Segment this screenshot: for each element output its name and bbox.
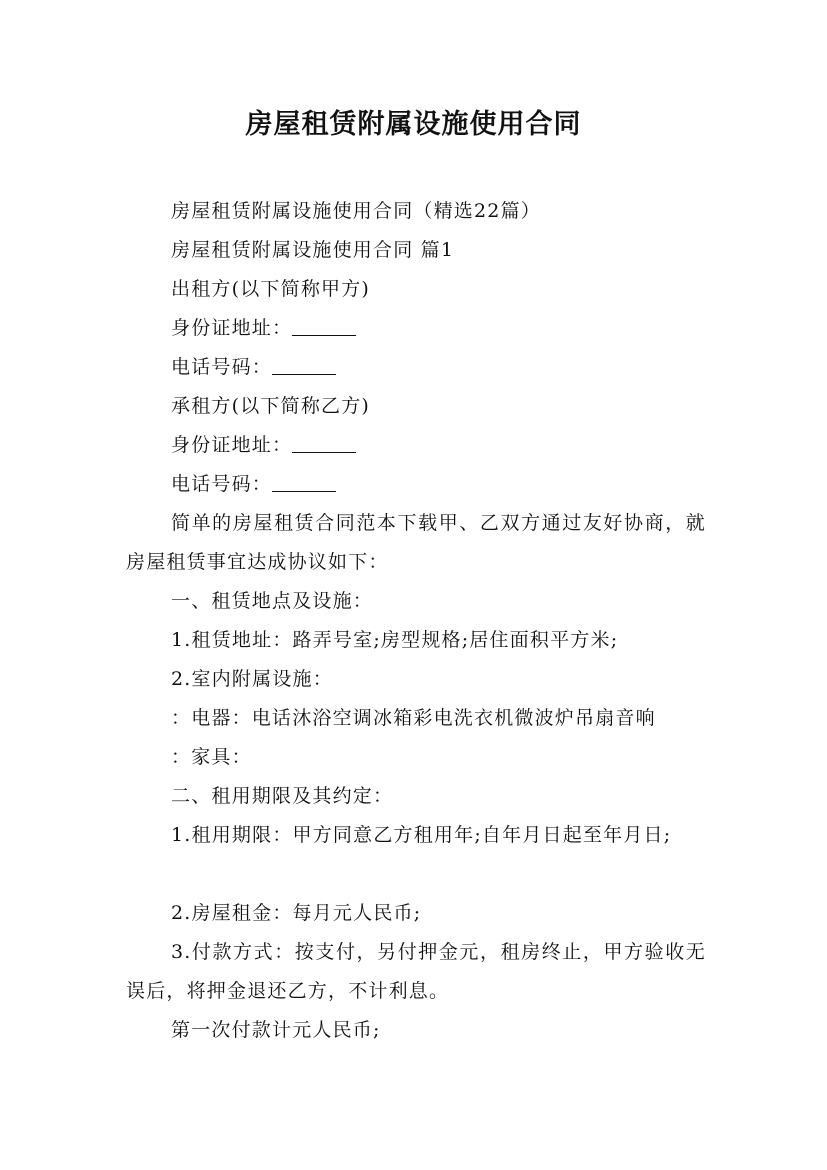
preamble-paragraph: 简单的房屋租赁合同范本下载甲、乙双方通过友好协商，就房屋租赁事宜达成协议如下： (126, 512, 706, 573)
furniture-line: ：家具： (171, 746, 252, 768)
lessee-id-blank (292, 432, 356, 453)
item-2-1: 1.租用期限：甲方同意乙方租用年;自年月日起至年月日; (171, 824, 672, 846)
lessee-phone-label: 电话号码： (171, 473, 273, 495)
lessor-id-blank (292, 315, 356, 336)
lessor-id-field (171, 315, 356, 341)
lessor-phone-blank (272, 354, 336, 375)
lessee-id-label: 身份证地址： (171, 434, 293, 456)
lessor-phone-label: 电话号码： (171, 356, 273, 378)
item-1-1: 1.租赁地址：路弄号室;房型规格;居住面积平方米; (171, 629, 619, 651)
lessee-phone-blank (272, 471, 336, 492)
lessor-phone-field (171, 354, 336, 380)
lessee-id-field (171, 432, 356, 458)
section-1-heading: 一、租赁地点及设施： (171, 590, 374, 612)
item-1-2: 2.室内附属设施： (171, 668, 333, 690)
item-2-3: 3.付款方式：按支付，另付押金元，租房终止，甲方验收无误后，将押金退还乙方，不计利息。 (126, 941, 706, 1002)
intro-line: 房屋租赁附属设施使用合同（精选22篇） (171, 200, 541, 222)
lessee-phone-field (171, 471, 336, 497)
section-2-heading: 二、租用期限及其约定： (171, 785, 394, 807)
document-title: 房屋租赁附属设施使用合同 (245, 109, 582, 140)
lessee-line: 承租方(以下简称乙方) (171, 395, 371, 417)
first-payment-line: 第一次付款计元人民币; (171, 1019, 381, 1041)
article-title: 房屋租赁附属设施使用合同 篇1 (171, 239, 455, 261)
appliances-line: ：电器：电话沐浴空调冰箱彩电洗衣机微波炉吊扇音响 (171, 707, 656, 729)
lessor-line: 出租方(以下简称甲方) (171, 278, 371, 300)
lessor-id-label: 身份证地址： (171, 317, 293, 339)
item-2-2: 2.房屋租金：每月元人民币; (171, 902, 422, 924)
